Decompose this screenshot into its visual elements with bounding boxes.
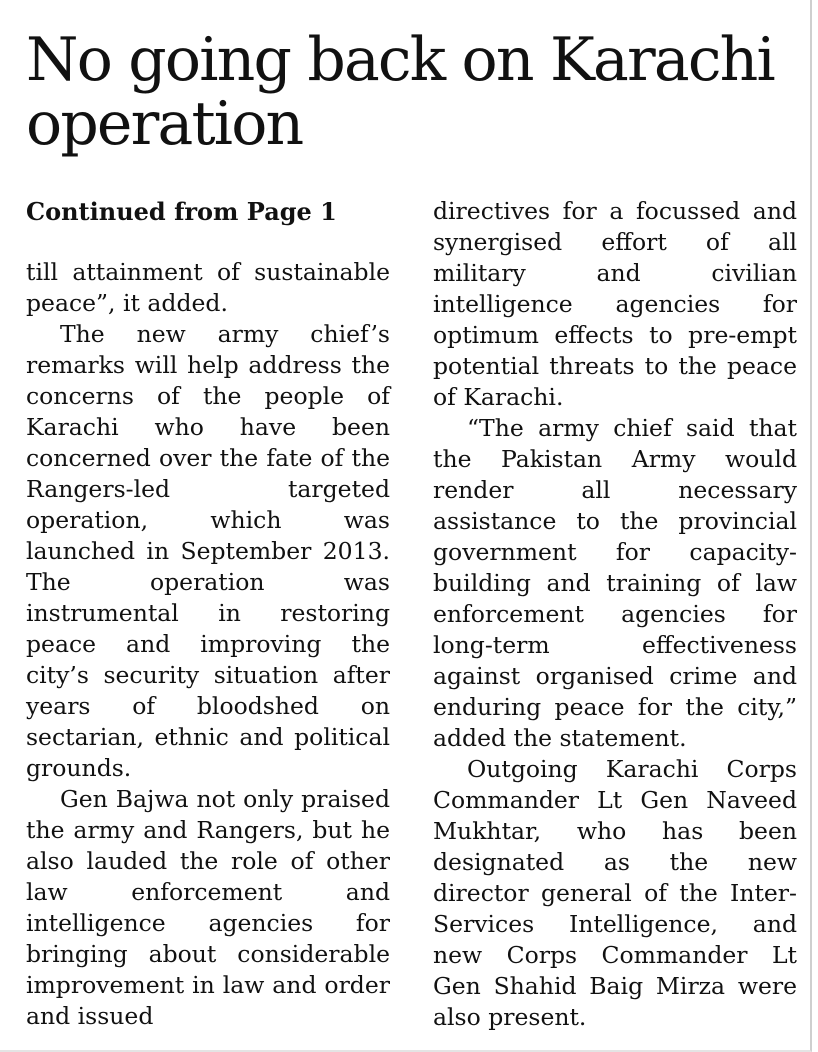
article-headline: No going back on Karachi operation <box>26 25 774 159</box>
continued-from-kicker: Continued from Page 1 <box>26 197 337 226</box>
left-column <box>26 196 390 1032</box>
paragraph: Gen Bajwa not only praised the army and Rangers, but he also lauded the role of other law enforcement and intelligence agencies for bringing about considerable improvement in law and order and issued <box>26 785 390 1030</box>
paragraph: Outgoing Karachi Corps Commander Lt Gen Naveed Mukhtar, who has been designated as the new director general of the Inter-Services Intelligence, and new Corps Commander Lt Gen Shahid Baig Mirza were also present. <box>433 755 797 1031</box>
paragraph: The new army chief’s remarks will help address the concerns of the people of Karachi who have been concerned over the fate of the Rangers-led targeted operation, which was launched in September 2013. The operation was instrumental in restoring peace and improving the city’s security situation after years of bloodshed on sectarian, ethnic and political grounds. <box>26 320 390 782</box>
right-column <box>433 196 797 1033</box>
paragraph: till attainment of sustainable peace”, it added. <box>26 258 390 317</box>
paragraph: directives for a focussed and synergised effort of all military and civilian intelligence agencies for optimum effects to pre-empt potential threats to the peace of Karachi. <box>433 197 797 411</box>
paragraph: “The army chief said that the Pakistan Army would render all necessary assistance to the provincial government for capacity-building and training of law enforcement agencies for long-term effectiveness against organised crime and enduring peace for the city,” added the statement. <box>433 414 797 752</box>
